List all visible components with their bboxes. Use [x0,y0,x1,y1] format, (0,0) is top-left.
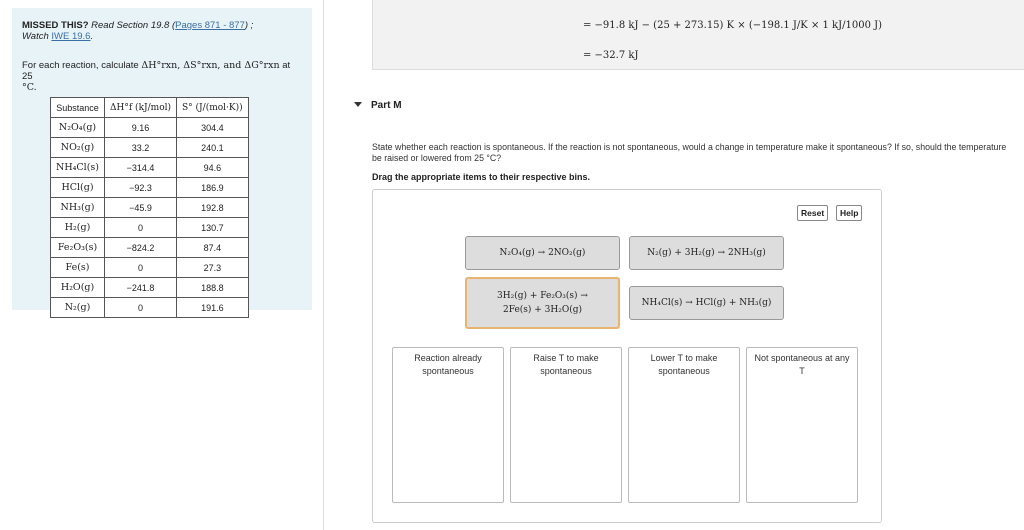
table-row [51,258,249,278]
previous-answer-box [372,0,1024,70]
entropy-cell: 192.8 [177,198,249,218]
table-row [51,158,249,178]
entropy-cell: 186.9 [177,178,249,198]
pages-link[interactable]: Pages 871 - 877 [175,20,245,31]
prompt-text-after: at 25 [22,60,291,82]
substance-cell: H₂(g) [51,218,105,238]
enthalpy-cell: 0 [105,258,177,278]
table-row [51,178,249,198]
enthalpy-cell: 0 [105,218,177,238]
entropy-cell: 27.3 [177,258,249,278]
read-text: Read Section 19.8 ( [91,20,176,31]
enthalpy-cell: 0 [105,298,177,318]
drag-drop-area [372,189,882,523]
entropy-cell: 188.8 [177,278,249,298]
calc-line-2: = −32.7 kJ [583,50,639,61]
substance-cell: N₂(g) [51,298,105,318]
substance-cell: NO₂(g) [51,138,105,158]
bin-label: Raise T to make spontaneous [533,353,599,376]
entropy-cell: 304.4 [177,118,249,138]
table-row [51,298,249,318]
question-text: State whether each reaction is spontaneous. If the reaction is not spontaneous, would a change in temperature make it spontaneous? If so, should the temperature be raised or lowered from 25 °C? [372,142,1007,163]
help-button[interactable]: Help [836,205,862,221]
bin-lower-t[interactable] [628,347,740,503]
bin-label: Not spontaneous at any T [754,353,850,376]
entropy-cell: 87.4 [177,238,249,258]
bin-already-spontaneous[interactable] [392,347,504,503]
enthalpy-cell: −45.9 [105,198,177,218]
table-row [51,218,249,238]
missed-this-note [22,20,302,42]
draggable-item[interactable]: 3H₂(g) + Fe₂O₃(s) → 2Fe(s) + 3H₂O(g) [465,277,620,329]
problem-prompt [22,60,302,93]
draggable-item[interactable]: N₂O₄(g) → 2NO₂(g) [465,236,620,270]
draggable-item[interactable]: N₂(g) + 3H₂(g) → 2NH₃(g) [629,236,784,270]
substance-cell: HCl(g) [51,178,105,198]
prompt-text: For each reaction, calculate [22,60,142,71]
table-header: S° (J/(mol·K)) [177,98,249,118]
drag-instruction: Drag the appropriate items to their respective bins. [372,172,591,182]
substance-cell: N₂O₄(g) [51,118,105,138]
entropy-cell: 130.7 [177,218,249,238]
table-row [51,198,249,218]
entropy-cell: 94.6 [177,158,249,178]
table-header: ΔH°f (kJ/mol) [105,98,177,118]
iwe-suffix: . [90,31,94,42]
reset-button[interactable]: Reset [797,205,828,221]
bin-label: Lower T to make spontaneous [650,353,718,376]
prompt-unit: °C. [22,82,37,93]
enthalpy-cell: −824.2 [105,238,177,258]
calc-line-1: = −91.8 kJ − (25 + 273.15) K × (−198.1 J/K × 1 kJ/1000 J) [583,20,883,31]
bin-label: Reaction already spontaneous [414,353,482,376]
enthalpy-cell: −314.4 [105,158,177,178]
prompt-quantities: ΔH°rxn, ΔS°rxn, and ΔG°rxn [141,60,280,71]
thermo-data-table [50,97,249,318]
table-row [51,138,249,158]
enthalpy-cell: 9.16 [105,118,177,138]
entropy-cell: 191.6 [177,298,249,318]
part-m-header[interactable] [354,100,402,111]
table-row [51,118,249,138]
enthalpy-cell: 33.2 [105,138,177,158]
table-row [51,278,249,298]
bin-raise-t[interactable] [510,347,622,503]
bin-not-spontaneous[interactable] [746,347,858,503]
iwe-link[interactable]: IWE 19.6 [51,31,91,42]
substance-cell: Fe₂O₃(s) [51,238,105,258]
part-label: Part M [371,100,402,111]
problem-panel [12,8,312,313]
enthalpy-cell: −92.3 [105,178,177,198]
entropy-cell: 240.1 [177,138,249,158]
table-header: Substance [51,98,105,118]
substance-cell: NH₃(g) [51,198,105,218]
missed-prefix: MISSED THIS? [22,20,89,31]
table-header-row [51,98,249,118]
watch-text: Watch [22,31,52,42]
draggable-item[interactable]: NH₄Cl(s) → HCl(g) + NH₃(g) [629,286,784,320]
substance-cell: NH₄Cl(s) [51,158,105,178]
table-row [51,238,249,258]
enthalpy-cell: −241.8 [105,278,177,298]
substance-cell: Fe(s) [51,258,105,278]
substance-cell: H₂O(g) [51,278,105,298]
read-suffix: ) ; [244,20,254,31]
collapse-caret-icon[interactable] [354,102,362,107]
panel-divider [323,0,324,530]
